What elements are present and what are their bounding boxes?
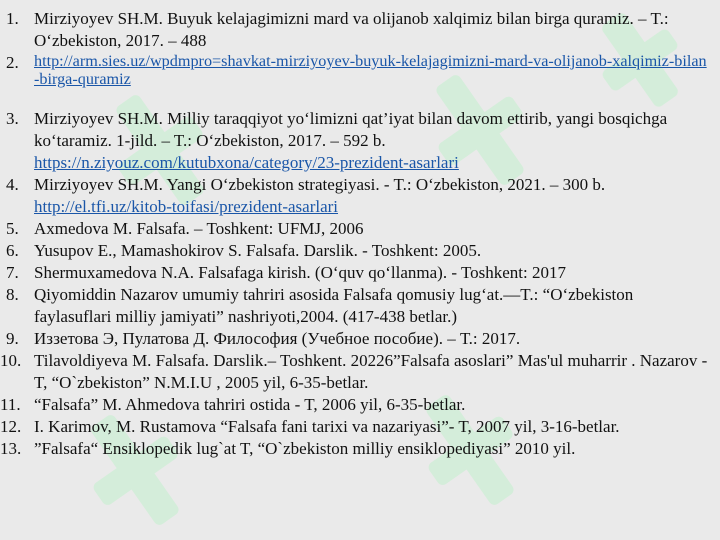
reference-link[interactable]: http://el.tfi.uz/kitob-toifasi/prezident-asarlari [34,197,339,216]
reference-text: Mirziyoyev SH.M. Buyuk kelajagimizni mard va olijanob xalqimiz bilan birga quramiz. – T.: O‘zbekiston, 2017. – 488 [34,9,669,50]
list-item [0,262,712,284]
list-number: 2. [6,53,19,72]
list-number: 3. [6,109,19,128]
list-item [0,284,712,328]
reference-link[interactable]: http://arm.sies.uz/wpdmpro=shavkat-mirziyoyev-buyuk-kelajagimizni-mard-va-olijanob-xalqimiz-bilan-birga-quramiz [34,52,707,88]
list-item [0,416,712,438]
reference-text: Tilavoldiyeva M. Falsafa. Darslik.– Toshkent. 20226”Falsafa asoslari” Mas'ul muharrir . Nazarov - T, “O`zbekiston” N.M.I.U , 2005 yil, 6-35-betlar. [34,351,708,392]
reference-link[interactable]: https://n.ziyouz.com/kutubxona/category/23-prezident-asarlari [34,153,459,172]
list-item [0,394,712,416]
reference-text: Иззетова Э, Пулатова Д. Философия (Учебное пособие). – Т.: 2017. [34,329,521,348]
reference-text: Mirziyoyev SH.M. Yangi O‘zbekiston strategiyasi. - T.: O‘zbekiston, 2021. – 300 b. [34,175,606,194]
reference-text: Axmedova M. Falsafa. – Toshkent: UFMJ, 2006 [34,219,364,238]
list-number: 7. [6,263,19,282]
reference-text: Qiyomiddin Nazarov umumiy tahriri asosida Falsafa qomusiy lug‘at.—T.: “O‘zbekiston faylasuflari milliy jamiyati” nashriyoti,2004. (417-438 betlar.) [34,285,634,326]
list-item [0,218,712,240]
list-item [0,52,712,88]
list-item [0,438,712,460]
list-number: 12. [0,417,22,436]
list-item [0,8,712,52]
reference-text: Mirziyoyev SH.M. Milliy taraqqiyot yo‘limizni qat’iyat bilan davom ettirib, yangi bosqichga ko‘taramiz. 1-jild. – T.: O‘zbekiston, 2017. – 592 b. [34,109,668,150]
list-number: 5. [6,219,19,238]
list-number: 9. [6,329,19,348]
list-item [0,174,712,218]
list-item [0,108,712,174]
list-item [0,350,712,394]
list-number: 4. [6,175,19,194]
reference-text: I. Karimov, M. Rustamova “Falsafa fani tarixi va nazariyasi”- T, 2007 yil, 3-16-betlar. [34,417,620,436]
reference-text: Yusupov E., Mamashokirov S. Falsafa. Darslik. - Toshkent: 2005. [34,241,482,260]
reference-list [0,8,712,460]
reference-text: Shermuxamedova N.A. Falsafaga kirish. (O‘quv qo‘llanma). - Toshkent: 2017 [34,263,566,282]
list-number: 1. [6,9,19,28]
list-number: 10. [0,351,22,370]
list-number: 6. [6,241,19,260]
list-number: 8. [6,285,19,304]
list-number: 11. [0,395,21,414]
list-item [0,328,712,350]
spacer [0,88,712,108]
list-item [0,240,712,262]
list-number: 13. [0,439,22,458]
reference-text: “Falsafa” M. Ahmedova tahriri ostida - T, 2006 yil, 6-35-betlar. [34,395,466,414]
reference-text: ”Falsafa“ Ensiklopedik lug`at T, “O`zbekiston milliy ensiklopediyasi” 2010 yil. [34,439,576,458]
